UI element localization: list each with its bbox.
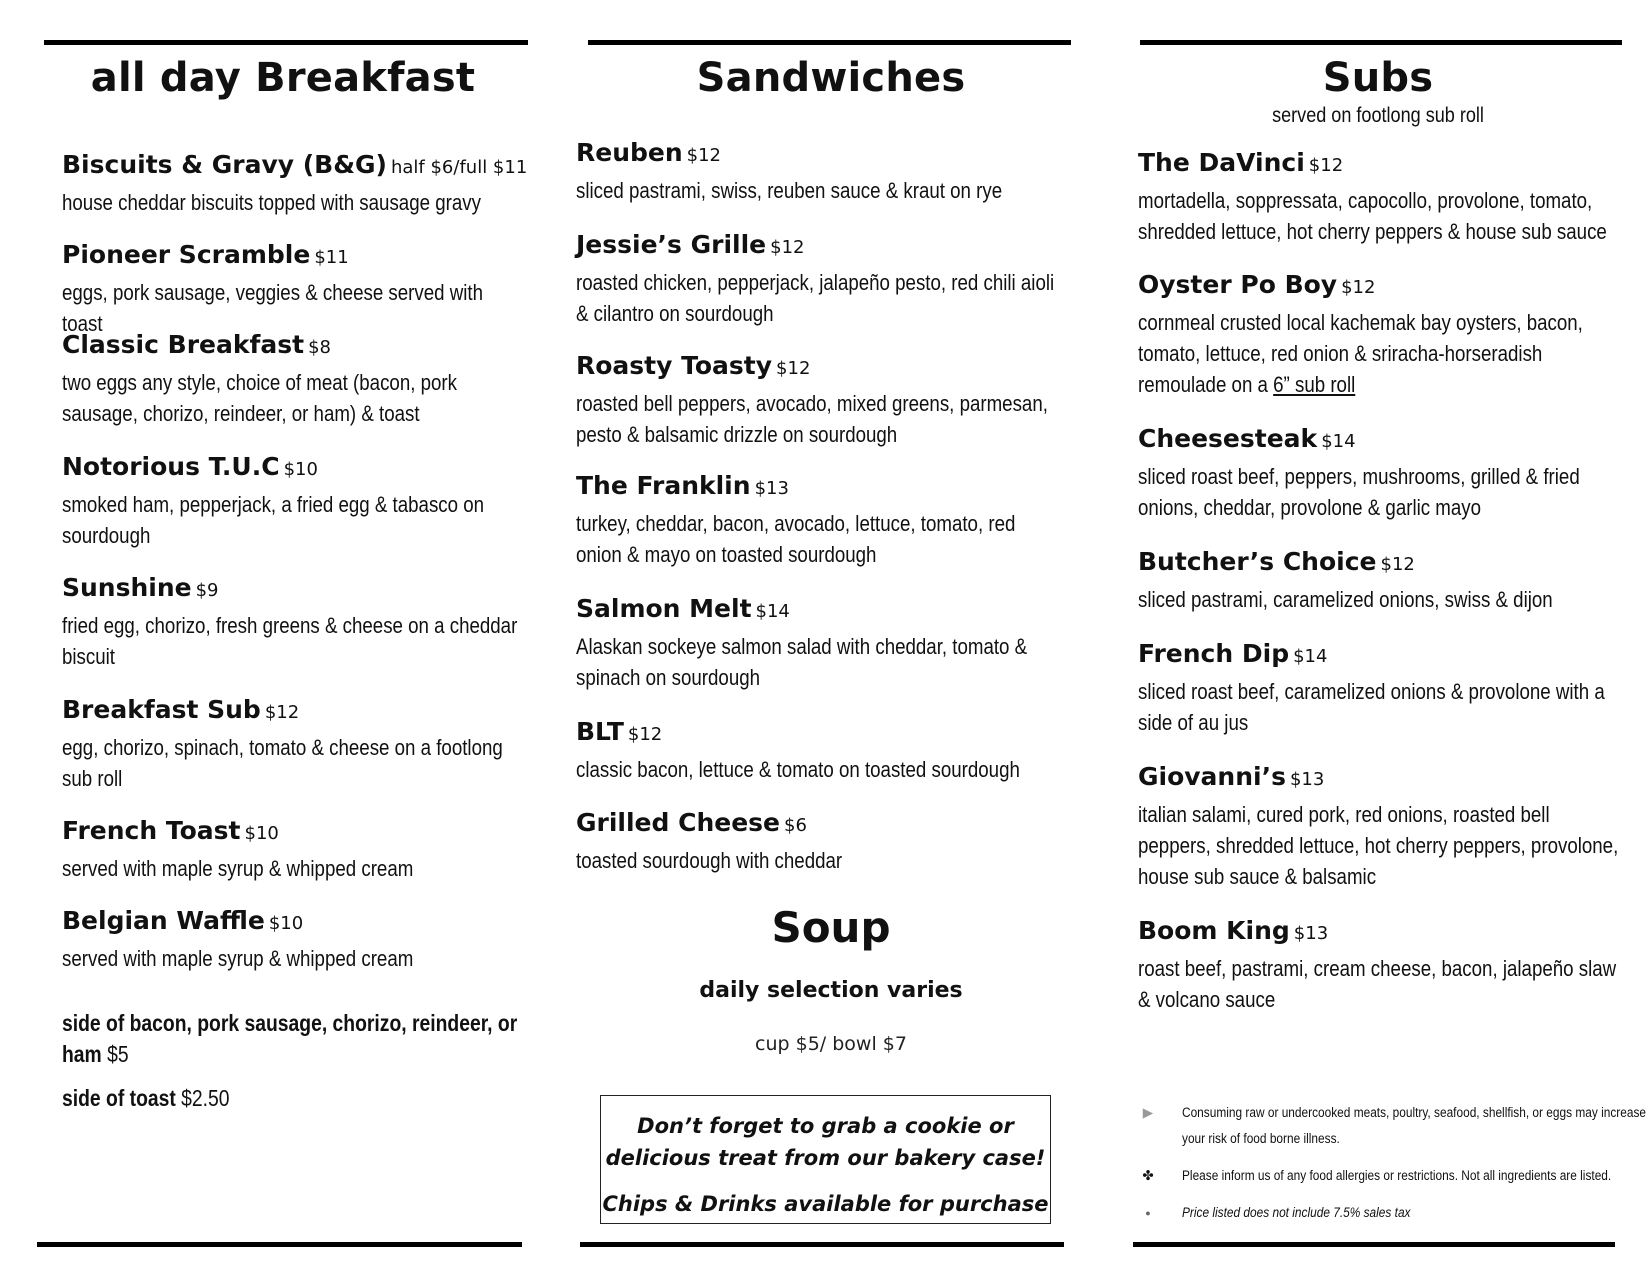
promo-line: delicious treat from our bakery case! [605,1146,1046,1170]
item-name: Butcher’s Choice [1138,547,1377,576]
item-price: $8 [308,337,331,358]
item-description: roast beef, pastrami, cream cheese, bacon, jalapeño slaw & volcano sauce [1138,956,1617,1012]
item-description: served with maple syrup & whipped cream [62,856,414,881]
subs-column [1138,0,1646,1275]
item-price: $12 [770,237,805,258]
item-description: served with maple syrup & whipped cream [62,946,414,971]
item-description: smoked ham, pepperjack, a fried egg & tabasco on sourdough [62,492,485,548]
clover-icon: ✤ [1142,1168,1154,1183]
item-name: Cheesesteak [1138,424,1318,453]
promo-line: Chips & Drinks available for purchase [602,1192,1049,1216]
item-name: Pioneer Scramble [62,240,311,269]
item-name: Oyster Po Boy [1138,270,1338,299]
item-price: $12 [686,145,722,166]
bullet-icon: ● [1145,1208,1151,1218]
item-description: sliced roast beef, caramelized onions & provolone with a side of au jus [1138,679,1605,735]
item-description: house cheddar biscuits topped with sausage gravy [62,190,481,215]
item-description: mortadella, soppressata, capocollo, provolone, tomato, shredded lettuce, hot cherry peppers & house sub sauce [1138,188,1607,244]
item-name: Reuben [576,138,683,167]
soup-price: cup $5/ bowl $7 [755,1033,907,1055]
menu-item [62,906,522,974]
breakfast-column [62,0,528,1275]
item-name: Boom King [1138,916,1290,945]
item-name: BLT [576,717,624,746]
menu-item [1138,547,1618,615]
item-price: $10 [268,913,304,934]
item-price: $12 [627,724,663,745]
menu-item [1138,270,1618,400]
section-title-breakfast: all day Breakfast [90,55,476,101]
item-name: Classic Breakfast [62,330,305,359]
item-price: $12 [1308,155,1344,176]
side-price: $5 [107,1041,129,1067]
item-price: $14 [1321,431,1356,452]
item-name: The DaVinci [1138,148,1305,177]
menu-item [576,351,1056,450]
menu-item [1138,762,1618,892]
item-name: Jessie’s Grille [576,230,767,259]
item-price: $12 [1380,554,1415,575]
section-title-subs: Subs [1322,55,1434,101]
menu-item [62,573,522,672]
item-description: italian salami, cured pork, red onions, roasted bell peppers, shredded lettuce, hot cherry peppers, provolone, house sub sauce & balsamic [1138,802,1619,889]
item-description: two eggs any style, choice of meat (bacon, pork sausage, chorizo, reindeer, or ham) & toast [62,370,457,426]
item-name: Sunshine [62,573,192,602]
menu-item [1138,148,1618,247]
sandwiches-column [576,0,1056,1275]
note-text: Consuming raw or undercooked meats, poultry, seafood, shellfish, or eggs may increase your risk of food borne illness. [1182,1105,1646,1146]
item-name: Grilled Cheese [576,808,781,837]
item-description: cornmeal crusted local kachemak bay oysters, bacon, tomato, lettuce, red onion & sriracha-horseradish remoulade on a 6” sub roll [1138,310,1583,397]
item-description: sliced roast beef, peppers, mushrooms, grilled & fried onions, cheddar, provolone & garlic mayo [1138,464,1580,520]
item-name: Biscuits & Gravy (B&G) [62,150,387,179]
menu-item [1138,639,1618,738]
item-name: French Dip [1138,639,1290,668]
promo-line: Don’t forget to grab a cookie or [637,1114,1014,1138]
menu-item [576,138,1056,206]
item-name: French Toast [62,816,241,845]
side-item [62,1008,522,1070]
item-price: $11 [314,247,349,268]
note-text: Please inform us of any food allergies or restrictions. Not all ingredients are listed. [1182,1168,1612,1183]
menu-item [62,330,522,429]
bakery-promo-box [600,1095,1051,1224]
item-name: Breakfast Sub [62,695,261,724]
item-price: $14 [1293,646,1328,667]
item-price: $13 [1293,923,1329,944]
item-name: Giovanni’s [1138,762,1286,791]
section-title-sandwiches: Sandwiches [696,55,966,101]
side-name: side of toast [62,1085,176,1111]
menu-item [1138,916,1618,1015]
side-name: side of bacon, pork sausage, chorizo, reindeer, or ham [62,1010,518,1067]
menu-item [62,695,522,794]
item-description: roasted bell peppers, avocado, mixed greens, parmesan, pesto & balsamic drizzle on sourdough [576,391,1048,447]
menu-item [62,150,528,218]
item-price: $12 [776,358,811,379]
item-price: $14 [755,601,790,622]
menu-item [576,471,1056,570]
side-price: $2.50 [181,1085,230,1111]
item-price: half $6/full $11 [390,157,528,178]
item-description: Alaskan sockeye salmon salad with cheddar, tomato & spinach on sourdough [576,634,1028,690]
item-name: Notorious T.U.C [62,452,280,481]
note-text: Price listed does not include 7.5% sales tax [1182,1205,1411,1220]
menu-item [576,808,1056,876]
item-description: turkey, cheddar, bacon, avocado, lettuce, tomato, red onion & mayo on toasted sourdough [576,511,1016,567]
item-description: eggs, pork sausage, veggies & cheese served with toast [62,280,484,336]
section-title-soup: Soup [771,903,891,952]
item-description: toasted sourdough with cheddar [576,848,843,873]
item-name: The Franklin [576,471,751,500]
item-price: $12 [1341,277,1376,298]
menu-item [1138,424,1618,523]
item-description: fried egg, chorizo, fresh greens & cheese on a cheddar biscuit [62,613,518,669]
menu-item [576,230,1056,329]
item-price: $13 [754,478,789,499]
item-name: Salmon Melt [576,594,752,623]
item-price: $10 [244,823,279,844]
menu-item [62,452,522,551]
item-description: classic bacon, lettuce & tomato on toasted sourdough [576,757,1020,782]
item-price: $6 [784,815,807,836]
item-price: $10 [283,459,318,480]
side-item [62,1083,522,1114]
menu-item [62,240,522,339]
item-price: $12 [264,702,300,723]
item-price: $13 [1289,769,1325,790]
item-description: egg, chorizo, spinach, tomato & cheese on a footlong sub roll [62,735,503,791]
triangle-arrow-icon: ▶ [1142,1105,1154,1120]
section-subtitle-subs: served on footlong sub roll [1272,104,1484,127]
item-description: sliced pastrami, caramelized onions, swiss & dijon [1138,587,1553,612]
item-price: $9 [195,580,219,601]
item-name: Belgian Waffle [62,906,265,935]
menu-item [576,594,1056,693]
menu-item [62,816,522,884]
item-description: sliced pastrami, swiss, reuben sauce & kraut on rye [576,178,1003,203]
soup-subtitle: daily selection varies [699,978,963,1003]
item-description: roasted chicken, pepperjack, jalapeño pesto, red chili aioli & cilantro on sourdough [576,270,1055,326]
menu-item [576,717,1056,785]
item-name: Roasty Toasty [576,351,773,380]
sub-roll-note: 6” sub roll [1273,372,1356,397]
